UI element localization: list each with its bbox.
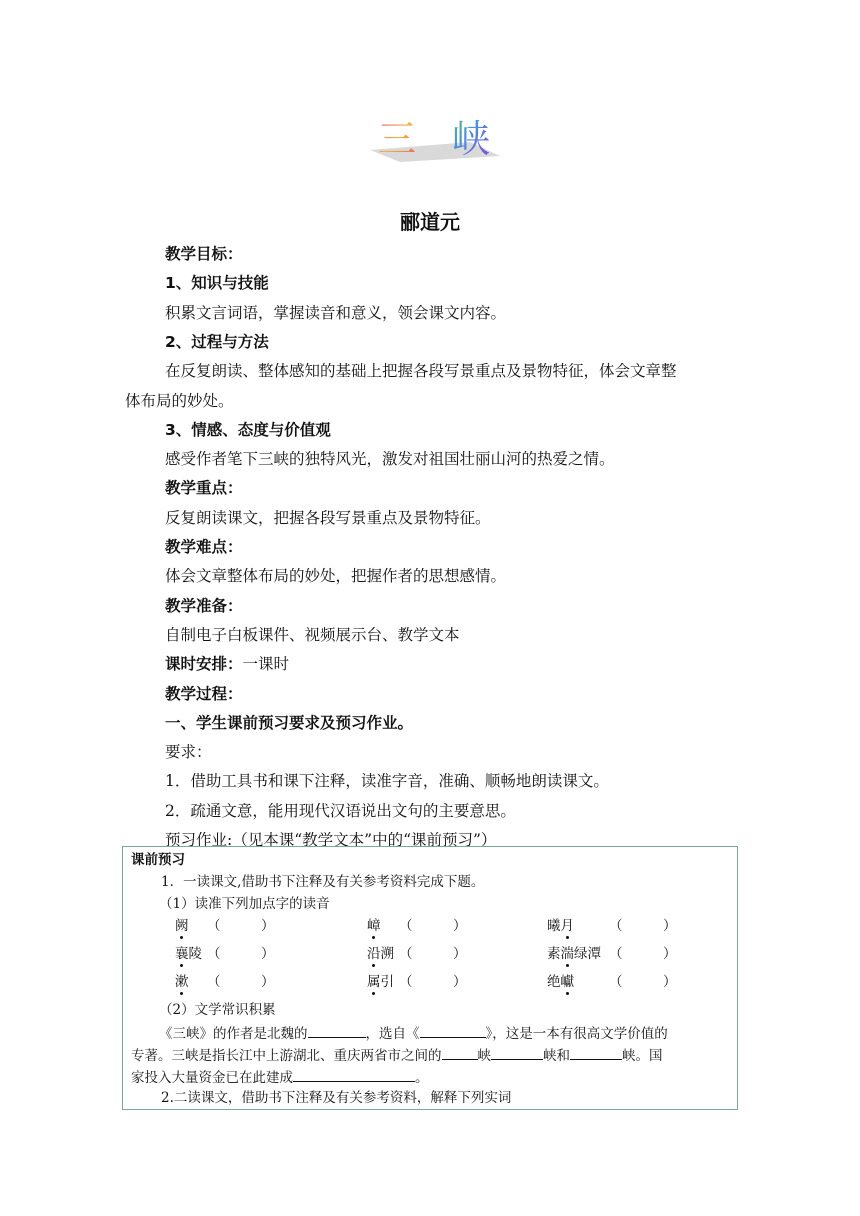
answer-parentheses[interactable]: （ ） (399, 946, 467, 962)
pronunciation-word: 曦月 (547, 918, 574, 934)
class-schedule (165, 654, 289, 674)
question-1-2: （2）文学常识积累 (159, 1002, 276, 1018)
paragraph-line: 自制电子白板课件、视频展示台、教学文本 (165, 625, 460, 644)
section-heading: 教学准备： (165, 596, 243, 615)
section-heading: 教学过程： (165, 684, 243, 703)
blank-field[interactable] (420, 1023, 486, 1038)
answer-parentheses[interactable]: （ ） (207, 918, 275, 934)
answer-parentheses[interactable]: （ ） (609, 974, 677, 990)
literature-line-1 (159, 1023, 668, 1043)
paragraph-line: 积累文言词语，掌握读音和意义，领会课文内容。 (165, 303, 507, 322)
title-char-2: 峡 (452, 117, 491, 161)
paragraph-line: 要求： (165, 743, 212, 762)
lit-text: ，选自《 (365, 1026, 420, 1042)
lit-text: 峡 (477, 1048, 491, 1064)
section-heading: 1、知识与技能 (165, 274, 269, 293)
lit-text: 》，这是一本有很高文学价值的 (485, 1026, 668, 1042)
paragraph-line: 在反复朗读、整体感知的基础上把握各段写景重点及景物特征，体会文章整 (165, 362, 677, 381)
lit-text: 专著。三峡是指长江中上游湖北、重庆两省市之间的 (131, 1048, 442, 1064)
title-char-1: 三 (378, 117, 417, 161)
author-name: 郦道元 (400, 210, 460, 234)
question-1: 1．一读课文,借助书下注释及有关参考资料完成下题。 (161, 874, 485, 890)
title-word-art (0, 112, 860, 168)
section-heading: 教学目标： (165, 245, 243, 263)
answer-parentheses[interactable]: （ ） (609, 946, 677, 962)
lit-text: 峡和 (543, 1048, 570, 1064)
blank-field[interactable] (293, 1067, 415, 1082)
blank-field[interactable] (442, 1045, 478, 1060)
section-heading: 一、学生课前预习要求及预习作业。 (165, 713, 414, 732)
answer-parentheses[interactable]: （ ） (207, 974, 275, 990)
pronunciation-word: 嶂 (367, 918, 381, 934)
paragraph-line: 反复朗读课文，把握各段写景重点及景物特征。 (165, 508, 491, 527)
lit-text: 。 (415, 1070, 429, 1086)
pronunciation-word: 襄陵 (175, 946, 202, 962)
paragraph-line: 感受作者笔下三峡的独特风光，激发对祖国壮丽山河的热爱之情。 (165, 450, 615, 469)
pronunciation-word: 沿溯 (367, 946, 394, 962)
paragraph-line: 体会文章整体布局的妙处，把握作者的思想感情。 (165, 567, 507, 586)
literature-line-2 (131, 1045, 663, 1065)
paragraph-line: 预习作业:（见本课“教学文本”中的“课前预习”） (165, 831, 497, 849)
lit-text: 峡。国 (622, 1048, 663, 1064)
answer-parentheses[interactable]: （ ） (399, 974, 467, 990)
schedule-label: 课时安排： (165, 655, 243, 674)
schedule-value: 一课时 (242, 655, 290, 674)
pronunciation-word: 漱 (175, 974, 189, 990)
section-heading: 教学重点： (165, 479, 243, 498)
question-1-1: （1）读准下列加点字的读音 (159, 896, 330, 912)
pronunciation-word: 阙 (175, 918, 189, 934)
blank-field[interactable] (308, 1023, 366, 1038)
box-heading: 课前预习 (131, 852, 185, 868)
blank-field[interactable] (570, 1045, 622, 1060)
section-heading: 3、情感、态度与价值观 (165, 420, 331, 439)
question-2: 2.二读课文，借助书下注释及有关参考资料，解释下列实词 (161, 1090, 512, 1106)
answer-parentheses[interactable]: （ ） (609, 918, 677, 934)
preview-exercise-box (122, 846, 738, 1110)
lit-text: 家投入大量资金已在此建成 (131, 1070, 293, 1086)
pronunciation-word: 属引 (367, 974, 394, 990)
pronunciation-word: 素湍绿潭 (547, 946, 601, 962)
blank-field[interactable] (491, 1045, 543, 1060)
pronunciation-word: 绝巘 (547, 974, 574, 990)
literature-line-3 (131, 1067, 429, 1087)
lit-text: 《三峡》的作者是北魏的 (159, 1026, 308, 1042)
paragraph-line: 体布局的妙处。 (125, 391, 234, 410)
section-heading: 教学难点： (165, 538, 243, 556)
section-heading: 2、过程与方法 (165, 332, 269, 351)
answer-parentheses[interactable]: （ ） (399, 918, 467, 934)
paragraph-line: 2．疏通文意，能用现代汉语说出文句的主要意思。 (165, 801, 516, 820)
paragraph-line: 1．借助工具书和课下注释，读准字音，准确、顺畅地朗读课文。 (165, 772, 609, 791)
answer-parentheses[interactable]: （ ） (207, 946, 275, 962)
